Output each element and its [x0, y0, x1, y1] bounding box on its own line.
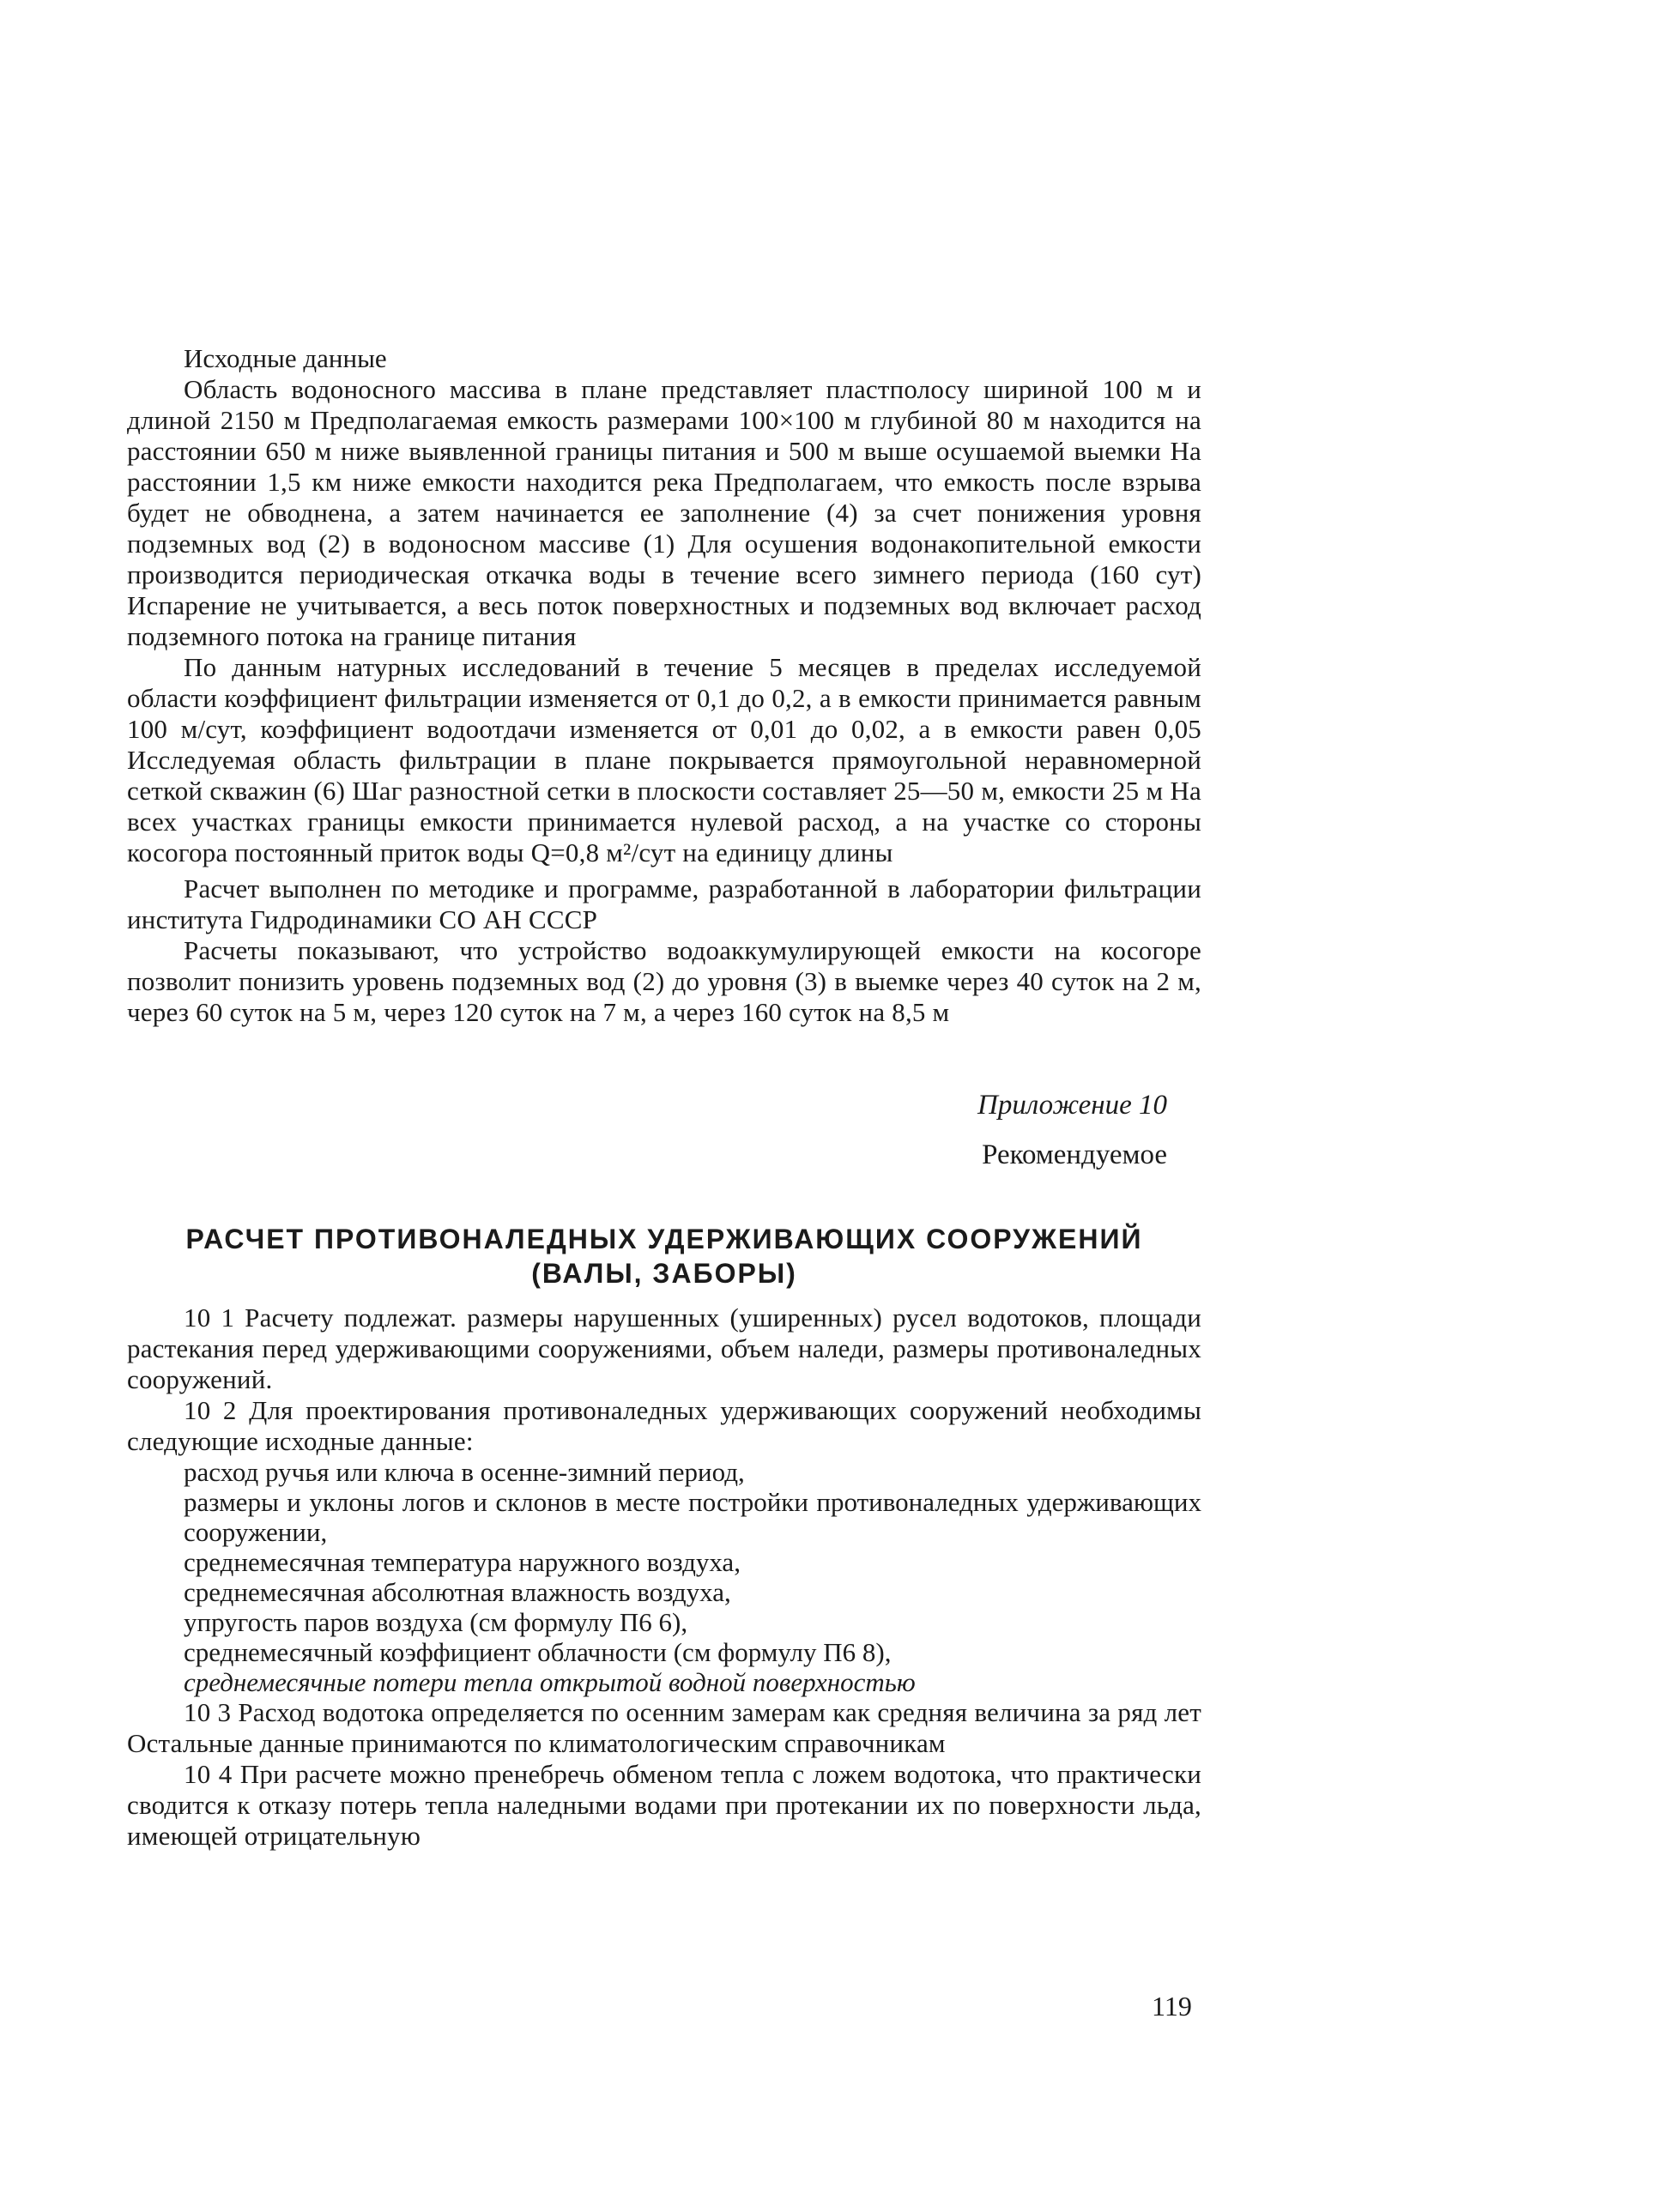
paragraph-10-3: 10 3 Расход водотока определяется по осенним замерам как средняя величина за ряд лет Остальные данные принимаются по климатологическим справочникам	[127, 1697, 1201, 1758]
page-number: 119	[1152, 1991, 1192, 2022]
section-title	[127, 1222, 1201, 1290]
paragraph-aquifer-area: Область водоносного массива в плане представляет пластполосу шириной 100 м и длиной 2150 м Предполагаемая емкость размерами 100×100 м глубиной 80 м находится на расстоянии 650 м ниже выявленной границы питания и 500 м выше осушаемой выемки На расстоянии 1,5 км ниже емкости находится река Предполагаем, что емкость после взрыва будет не обводнена, а затем начинается ее заполнение (4) за счет понижения уровня подземных вод (2) в водоносном массиве (1) Для осушения водонакопительной емкости производится периодическая откачка воды в течение всего зимнего периода (160 сут) Испарение не учитывается, а весь поток поверхностных и подземных вод включает расход подземного потока на границе питания	[127, 374, 1201, 651]
list-item: упругость паров воздуха (см формулу П6 6),	[184, 1607, 688, 1637]
paragraph-10-1: 10 1 Расчету подлежат. размеры нарушенных (уширенных) русел водотоков, площади растекания перед удерживающими сооружениями, объем наледи, размеры противоналедных сооружений.	[127, 1302, 1201, 1394]
paragraph-10-2: 10 2 Для проектирования противоналедных удерживающих сооружений необходимы следующие исходные данные:	[127, 1395, 1201, 1456]
list-item: среднемесячные потери тепла открытой водной поверхностью	[184, 1667, 916, 1697]
appendix-status: Рекомендуемое	[982, 1139, 1167, 1170]
initial-data-heading: Исходные данные	[184, 343, 387, 373]
paragraph-calculation-method: Расчет выполнен по методике и программе, разработанной в лаборатории фильтрации института Гидродинамики СО АН СССР	[127, 873, 1201, 934]
list-item: среднемесячная температура наружного воздуха,	[184, 1547, 741, 1577]
appendix-number: Приложение 10	[977, 1090, 1167, 1121]
list-item: среднемесячная абсолютная влажность воздуха,	[184, 1577, 731, 1607]
appendix-label-block	[127, 1088, 1201, 1172]
section-title-line-1: РАСЧЕТ ПРОТИВОНАЛЕДНЫХ УДЕРЖИВАЮЩИХ СООРУЖЕНИЙ	[185, 1224, 1143, 1254]
page-content	[127, 343, 1201, 1852]
paragraph-calculation-results: Расчеты показывают, что устройство водоаккумулирующей емкости на косогоре позволит понизить уровень подземных вод (2) до уровня (3) в выемке через 40 суток на 2 м, через 60 суток на 5 м, через 120 суток на 7 м, а через 160 суток на 8,5 м	[127, 935, 1201, 1027]
list-item: размеры и уклоны логов и склонов в месте постройки противоналедных удерживающих сооружении,	[184, 1487, 1201, 1547]
list-item: расход ручья или ключа в осенне-зимний период,	[184, 1457, 745, 1487]
paragraph-10-4: 10 4 При расчете можно пренебречь обменом тепла с ложем водотока, что практически сводится к отказу потерь тепла наледными водами при протекании их по поверхности льда, имеющей отрицательную	[127, 1759, 1201, 1851]
list-item: среднемесячный коэффициент облачности (см формулу П6 8),	[184, 1637, 892, 1667]
paragraph-field-research: По данным натурных исследований в течение 5 месяцев в пределах исследуемой области коэффициент фильтрации изменяется от 0,1 до 0,2, а в емкости принимается равным 100 м/сут, коэффициент водоотдачи изменяется от 0,01 до 0,02, а в емкости равен 0,05 Исследуемая область фильтрации в плане покрывается прямоугольной неравномерной сеткой скважин (6) Шаг разностной сетки в плоскости составляет 25—50 м, емкости 25 м На всех участках границы емкости принимается нулевой расход, а на участке со стороны косогора постоянный приток воды Q=0,8 м²/сут на единицу длины	[127, 652, 1201, 867]
section-title-line-2: (ВАЛЫ, ЗАБОРЫ)	[531, 1258, 797, 1289]
